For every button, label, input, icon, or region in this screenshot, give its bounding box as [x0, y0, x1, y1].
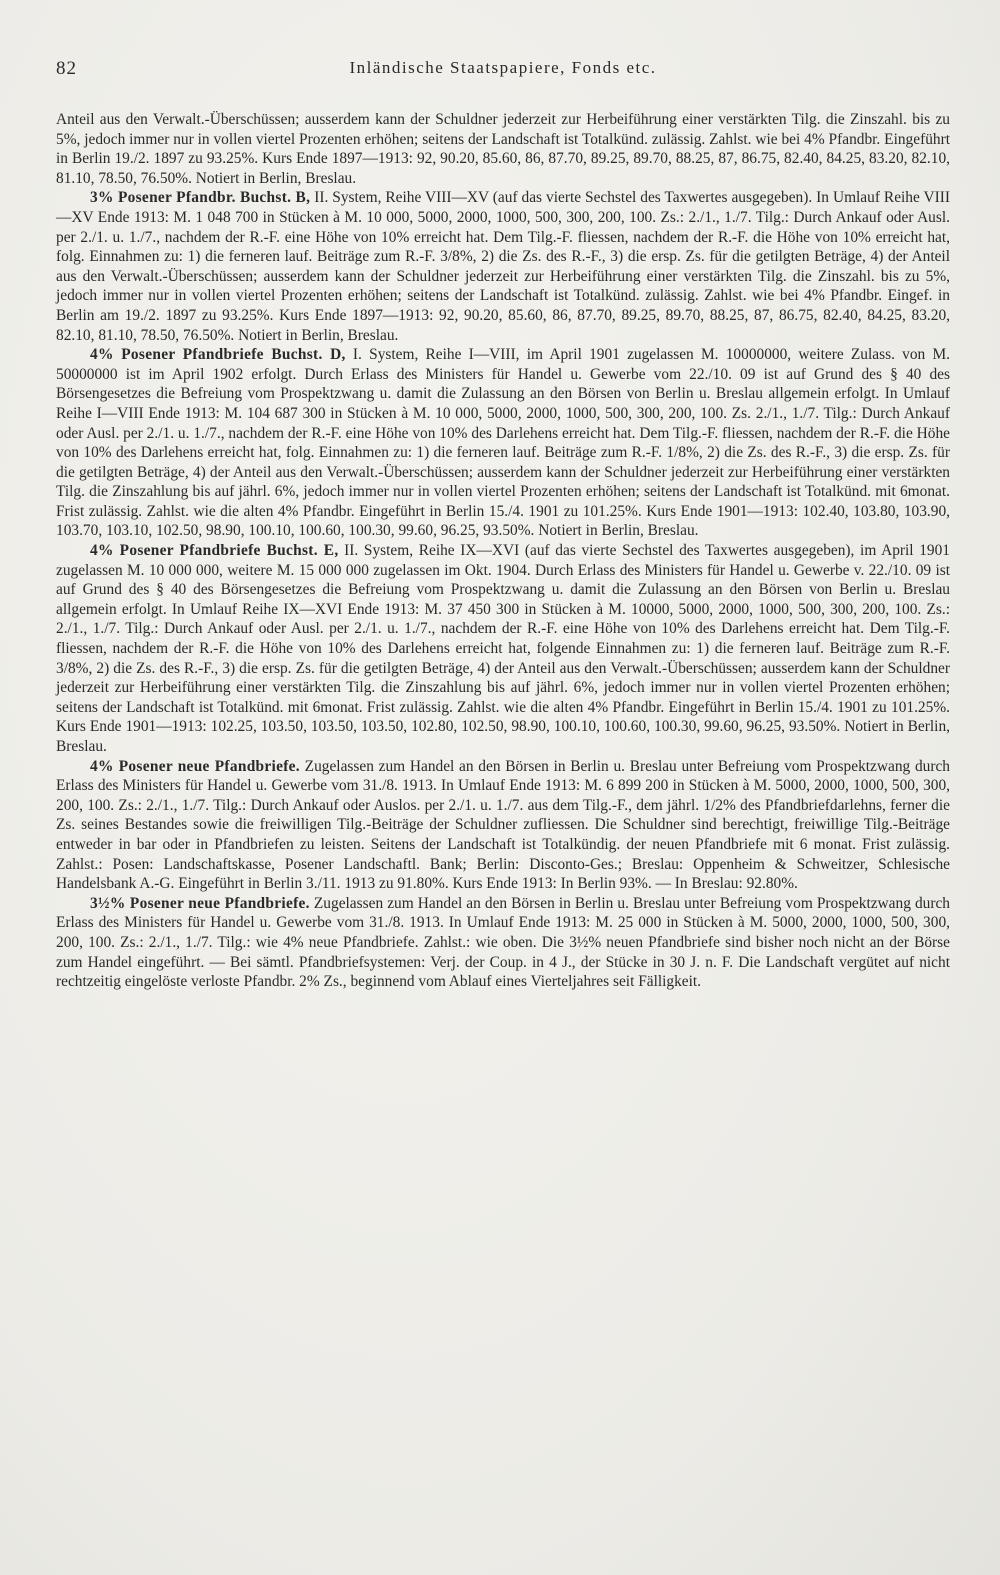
entry-heading: 4% Posener Pfandbriefe Buchst. D, [90, 346, 346, 364]
running-header [56, 58, 950, 88]
entry-paragraph [56, 894, 950, 992]
body-text [56, 110, 950, 992]
continuation-paragraph [56, 110, 950, 188]
entry-text: Zugelassen zum Handel an den Börsen in Berlin u. Breslau unter Befreiung vom Prospektzwang durch Erlass des Ministers für Handel u. Gewerbe vom 31./8. 1913. In Umlauf Ende 1913: M. 6 899 200 in Stücken à M. 5000, 2000, 1000, 500, 300, 200, 100. Zs.: 2./1., 1./7. Tilg.: Durch Ankauf oder Auslos. per 2./1. u. 1./7. aus dem Tilg.-F., dem jährl. 1/2% des Pfandbriefdarlehns, ferner die Zs. seines Bestandes sowie die freiwilligen Tilg.-Beiträge der Schuldner zufliessen. Die Schuldner sind berechtigt, freiwillige Tilg.-Beiträge entweder in bar oder in Pfandbriefen zu leisten. Seitens der Landschaft ist Totalkündig. der neuen Pfandbriefe mit 6 monat. Frist zulässig. Zahlst.: Posen: Landschaftskasse, Posener Landschaftl. Bank; Berlin: Disconto-Ges.; Breslau: Oppenheim & Schweitzer, Schlesische Handelsbank A.-G. Eingeführt in Berlin 3./11. 1913 zu 91.80%. Kurs Ende 1913: In Berlin 93%. — In Breslau: 92.80%. [56, 757, 950, 893]
entry-paragraph [56, 345, 950, 541]
running-title: Inländische Staatspapiere, Fonds etc. [349, 58, 657, 77]
entry-heading: 3% Posener Pfandbr. Buchst. B, [90, 189, 311, 207]
continuation-text: Anteil aus den Verwalt.-Überschüssen; ausserdem kann der Schuldner jederzeit zur Herbeiführung einer verstärkten Tilg. die Zinszahl. bis zu 5%, jedoch immer nur in vollen viertel Prozenten erhöhen; seitens der Landschaft ist Totalkünd. zulässig. Zahlst. wie bei 4% Pfandbr. Eingeführt in Berlin 19./2. 1897 zu 93.25%. Kurs Ende 1897—1913: 92, 90.20, 85.60, 86, 87.70, 89.25, 89.70, 88.25, 87, 86.75, 82.40, 84.25, 83.20, 82.10, 81.10, 78.50, 76.50%. Notiert in Berlin, Breslau. [56, 111, 950, 187]
page-number: 82 [56, 58, 77, 79]
entry-heading: 4% Posener Pfandbriefe Buchst. E, [90, 542, 339, 560]
entry-heading: 4% Posener neue Pfandbriefe. [90, 757, 300, 775]
entry-text: II. System, Reihe VIII—XV (auf das vierte Sechstel des Taxwertes ausgegeben). In Umlauf Reihe VIII—XV Ende 1913: M. 1 048 700 in Stücken à M. 10 000, 5000, 2000, 1000, 500, 300, 200, 100. Zs.: 2./1., 1./7. Tilg.: Durch Ankauf oder Ausl. per 2./1. u. 1./7., nachdem der R.-F. eine Höhe von 10% erreicht hat. Dem Tilg.-F. fliessen, nachdem der R.-F. die Höhe von 10% erreicht hat, folg. Einnahmen zu: 1) die ferneren lauf. Beiträge zum R.-F. 3/8%, 2) die Zs. des R.-F., 3) die ersp. Zs. für die getilgten Beträge, 4) der Anteil aus den Verwalt.-Überschüssen; ausserdem kann der Schuldner jederzeit zur Herbeiführung einer verstärkten Tilg. die Zinszahl. bis zu 5%, jedoch immer nur in vollen viertel Prozenten erhöhen; seitens der Landschaft ist Totalkünd. zulässig. Zahlst. wie bei 4% Pfandbr. Eingef. in Berlin am 19./2. 1897 zu 93.25%. Kurs Ende 1897—1913: 92, 90.20, 85.60, 86, 87.70, 89.25, 89.70, 88.25, 87, 86.75, 82.40, 84.25, 83.20, 82.10, 81.10, 78.50, 76.50%. Notiert in Berlin, Breslau. [56, 189, 950, 344]
entry-paragraph [56, 188, 950, 345]
entry-text: II. System, Reihe IX—XVI (auf das vierte Sechstel des Taxwertes ausgegeben), im April 1901 zugelassen M. 10 000 000, weitere M. 15 000 000 zugelassen im Okt. 1904. Durch Erlass des Ministers für Handel u. Gewerbe v. 22./10. 09 ist auf Grund des § 40 des Börsengesetzes die Befreiung vom Prospektzwang u. damit die Zulassung an den Börsen von Berlin u. Breslau allgemein erfolgt. In Umlauf Reihe IX—XVI Ende 1913: M. 37 450 300 in Stücken à M. 10000, 5000, 2000, 1000, 500, 300, 200, 100. Zs.: 2./1., 1./7. Tilg.: Durch Ankauf oder Ausl. per 2./1. u. 1./7., nachdem der R.-F. eine Höhe von 10% des Darlehens erreicht hat. Dem Tilg.-F. fliessen, nachdem der R.-F. die Höhe von 10% des Darlehens erreicht hat, folgende Einnahmen zu: 1) die ferneren lauf. Beiträge zum R.-F. 3/8%, 2) die Zs. des R.-F., 3) die ersp. Zs. für die getilgten Beträge, 4) der Anteil aus den Verwalt.-Überschüssen; ausserdem kann der Schuldner jederzeit zur Herbeiführung einer verstärkten Tilg. die Zinszahlung bis auf jährl. 6%, jedoch immer nur in vollen viertel Prozenten erhöhen; seitens der Landschaft ist Totalkünd. mit 6monat. Frist zulässig. Zahlst. wie die alten 4% Pfandbr. Eingeführt in Berlin 15./4. 1901 zu 101.25%. Kurs Ende 1901—1913: 102.25, 103.50, 103.50, 103.50, 102.80, 102.50, 98.90, 100.10, 100.60, 100.30, 99.60, 96.25, 93.50%. Notiert in Berlin, Breslau. [56, 542, 950, 755]
entry-heading: 3½% Posener neue Pfandbriefe. [90, 894, 310, 912]
entry-text: Zugelassen zum Handel an den Börsen in Berlin u. Breslau unter Befreiung vom Prospektzwang durch Erlass des Ministers für Handel u. Gewerbe vom 31./8. 1913. In Umlauf Ende 1913: M. 25 000 in Stücken à M. 5000, 2000, 1000, 500, 300, 200, 100. Zs.: 2./1., 1./7. Tilg.: wie 4% neue Pfandbriefe. Zahlst.: wie oben. Die 3½% neuen Pfandbriefe sind bisher noch nicht an der Börse zum Handel eingeführt. — Bei sämtl. Pfandbriefsystemen: Verj. der Coup. in 4 J., der Stücke in 30 J. n. F. Die Landschaft vergütet auf nicht rechtzeitig eingelöste verloste Pfandbr. 2% Zs., beginnend vom Ablauf eines Vierteljahres seit Fälligkeit. [56, 894, 951, 991]
entry-paragraph [56, 541, 950, 757]
entry-text: I. System, Reihe I—VIII, im April 1901 zugelassen M. 10000000, weitere Zulass. von M. 50000000 ist im April 1902 erfolgt. Durch Erlass des Ministers für Handel u. Gewerbe vom 22./10. 09 ist auf Grund des § 40 des Börsengesetzes die Befreiung vom Prospektzwang u. damit die Zulassung an den Börsen von Berlin u. Breslau allgemein erfolgt. In Umlauf Reihe I—VIII Ende 1913: M. 104 687 300 in Stücken à M. 10 000, 5000, 2000, 1000, 500, 300, 200, 100. Zs. 2./1., 1./7. Tilg.: Durch Ankauf oder Ausl. per 2./1. u. 1./7., nachdem der R.-F. eine Höhe von 10% des Darlehens erreicht hat. Dem Tilg.-F. fliessen, nachdem der R.-F. die Höhe von 10% des Darlehens erreicht hat, folg. Einnahmen zu: 1) die ferneren lauf. Beiträge zum R.-F. 1/8%, 2) die Zs. des R.-F., 3) die ersp. Zs. für die getilgten Beträge, 4) der Anteil aus den Verwalt.-Überschüssen; ausserdem kann der Schuldner jederzeit zur Herbeiführung einer verstärkten Tilg. die Zinszahlung bis auf jährl. 6%, jedoch immer nur in vollen viertel Prozenten erhöhen; seitens der Landschaft ist Totalkünd. mit 6monat. Frist zulässig. Zahlst. wie die alten 4% Pfandbr. Eingeführt in Berlin 15./4. 1901 zu 101.25%. Kurs Ende 1901—1913: 102.40, 103.80, 103.90, 103.70, 103.10, 102.50, 98.90, 100.10, 100.60, 100.30, 99.60, 96.25, 93.50%. Notiert in Berlin, Breslau. [56, 346, 950, 540]
entry-paragraph [56, 757, 950, 894]
